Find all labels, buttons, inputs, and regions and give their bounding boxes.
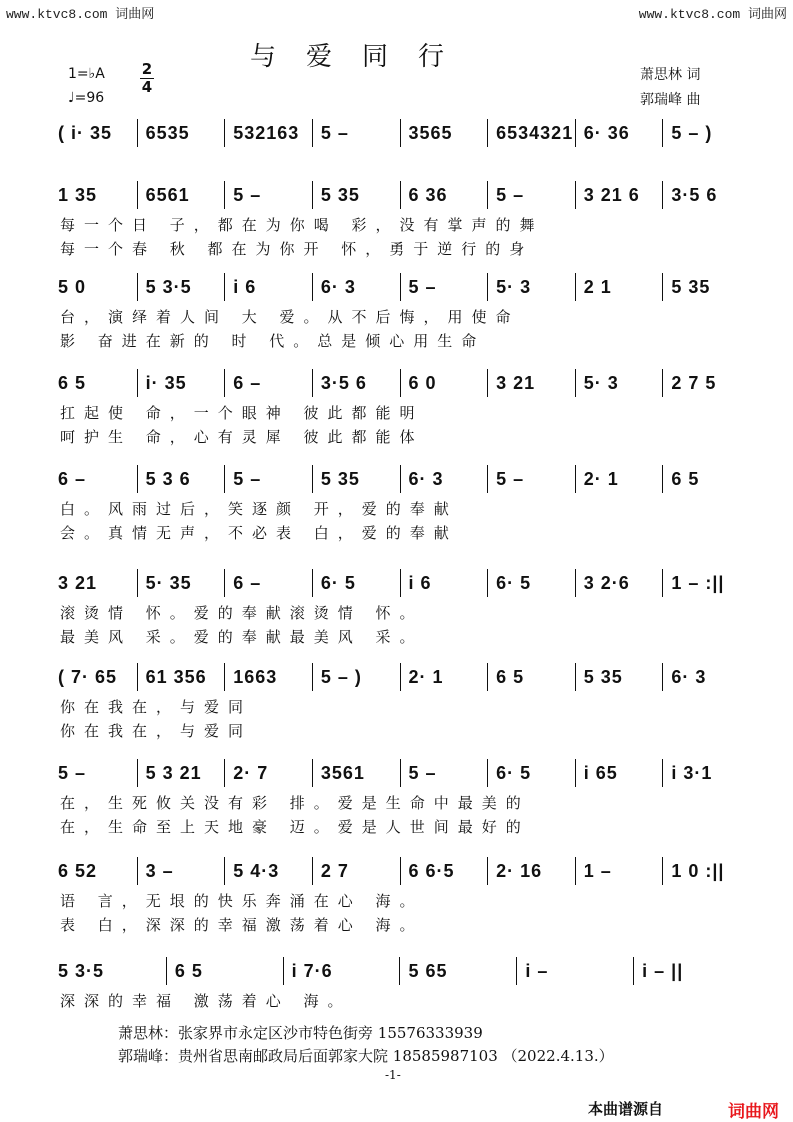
lyric-verse-1: 每一个日 子，都在为你喝 彩，没有掌声的舞 bbox=[60, 216, 544, 234]
lyric-verse-2: 影 奋进在新的 时 代。总是倾心用生命 bbox=[60, 332, 486, 350]
measure: 5 35 bbox=[662, 273, 750, 301]
notation-line bbox=[50, 758, 750, 788]
measure: i 6 bbox=[224, 273, 312, 301]
measure: 6 – bbox=[224, 569, 312, 597]
lyricist-credit: 萧思林 词 bbox=[640, 67, 701, 83]
measure: 2 7 bbox=[312, 857, 400, 885]
lyric-verse-2: 每一个春 秋 都在为你开 怀，勇于逆行的身 bbox=[60, 240, 534, 258]
measure: 2 1 bbox=[575, 273, 663, 301]
score-system bbox=[50, 118, 750, 148]
measure: 6· 3 bbox=[400, 465, 488, 493]
measure: 5· 3 bbox=[575, 369, 663, 397]
measure: 2· 1 bbox=[400, 663, 488, 691]
measure: 1663 bbox=[224, 663, 312, 691]
measure: 6· 36 bbox=[575, 119, 663, 147]
score-system bbox=[50, 180, 750, 210]
measure: i – bbox=[516, 957, 633, 985]
measure: 6 36 bbox=[400, 181, 488, 209]
notation-line bbox=[50, 118, 750, 148]
page-number: -1- bbox=[385, 1068, 401, 1082]
measure: 6535 bbox=[137, 119, 225, 147]
composer-credit: 郭瑞峰 曲 bbox=[640, 92, 701, 108]
score-system bbox=[50, 568, 750, 598]
measure: 2· 1 bbox=[575, 465, 663, 493]
notation-line bbox=[50, 956, 750, 986]
lyric-verse-1: 扛起使 命，一个眼神 彼此都能明 bbox=[60, 404, 424, 422]
measure: 3 21 bbox=[487, 369, 575, 397]
measure: 6561 bbox=[137, 181, 225, 209]
measure: 6 – bbox=[224, 369, 312, 397]
measure: 3·5 6 bbox=[662, 181, 750, 209]
measure: 6· 5 bbox=[312, 569, 400, 597]
measure: 6 0 bbox=[400, 369, 488, 397]
notation-line bbox=[50, 856, 750, 886]
score-system bbox=[50, 662, 750, 692]
measure: 1 35 bbox=[58, 185, 98, 205]
notation-line bbox=[50, 568, 750, 598]
ktvc8-logo[interactable]: 词曲网 bbox=[728, 1102, 779, 1122]
measure: 6 5 bbox=[487, 663, 575, 691]
measure: 6 52 bbox=[58, 861, 98, 881]
notation-line bbox=[50, 464, 750, 494]
measure: i 7·6 bbox=[283, 957, 400, 985]
measure: 1 – bbox=[575, 857, 663, 885]
measure: 6534321 bbox=[487, 119, 575, 147]
lyric-verse-2: 最美风 采。爱的奉献最美风 采。 bbox=[60, 628, 424, 646]
measure: 5 – bbox=[487, 181, 575, 209]
measure: i – || bbox=[633, 957, 750, 985]
footer-lyricist-address: 萧思林：张家界市永定区沙市特色街旁 15576333939 bbox=[118, 1024, 483, 1042]
score-system bbox=[50, 856, 750, 886]
score-system bbox=[50, 272, 750, 302]
measure: 5 – bbox=[58, 763, 87, 783]
lyric-verse-2: 呵护生 命，心有灵犀 彼此都能体 bbox=[60, 428, 424, 446]
measure: 1 0 :|| bbox=[662, 857, 750, 885]
measure: 5 – bbox=[400, 759, 488, 787]
key-signature: 1=♭A bbox=[68, 66, 105, 82]
measure: 5 0 bbox=[58, 277, 87, 297]
measure: ( 7· 65 bbox=[58, 667, 118, 687]
notation-line bbox=[50, 662, 750, 692]
score-system bbox=[50, 464, 750, 494]
watermark-left: www.ktvc8.com 词曲网 bbox=[6, 7, 155, 22]
measure: 5 3·5 bbox=[137, 273, 225, 301]
measure: 5· 3 bbox=[487, 273, 575, 301]
lyric-verse-2: 表 白，深深的幸福激荡着心 海。 bbox=[60, 916, 424, 934]
measure: 532163 bbox=[224, 119, 312, 147]
measure: 5 – bbox=[400, 273, 488, 301]
measure: 6 5 bbox=[662, 465, 750, 493]
notation-line bbox=[50, 368, 750, 398]
measure: 2 7 5 bbox=[662, 369, 750, 397]
measure: 6· 3 bbox=[312, 273, 400, 301]
notation-line bbox=[50, 272, 750, 302]
measure: 3561 bbox=[312, 759, 400, 787]
measure: 3 2·6 bbox=[575, 569, 663, 597]
measure: 5 – ) bbox=[662, 119, 750, 147]
measure: i 6 bbox=[400, 569, 488, 597]
measure: 6 6·5 bbox=[400, 857, 488, 885]
measure: 5 – bbox=[487, 465, 575, 493]
measure: i· 35 bbox=[137, 369, 225, 397]
measure: ( i· 35 bbox=[58, 123, 113, 143]
measure: 5 35 bbox=[312, 181, 400, 209]
time-signature-top: 2 bbox=[141, 60, 153, 78]
measure: 5 – bbox=[224, 465, 312, 493]
notation-line bbox=[50, 180, 750, 210]
lyric-verse-2: 在，生命至上天地豪 迈。爱是人世间最好的 bbox=[60, 818, 530, 836]
lyric-verse-1: 你在我在，与爱同 bbox=[60, 698, 253, 716]
measure: 3 21 bbox=[58, 573, 98, 593]
lyric-verse-2: 你在我在，与爱同 bbox=[60, 722, 253, 740]
measure: i 3·1 bbox=[662, 759, 750, 787]
score-system bbox=[50, 758, 750, 788]
time-signature-bottom: 4 bbox=[141, 78, 153, 96]
source-label: 本曲谱源自 bbox=[588, 1100, 664, 1118]
lyric-verse-1: 深深的幸福 激荡着心 海。 bbox=[60, 992, 352, 1010]
measure: 6 5 bbox=[166, 957, 283, 985]
measure: 5 – bbox=[224, 181, 312, 209]
measure: 2· 7 bbox=[224, 759, 312, 787]
measure: 3565 bbox=[400, 119, 488, 147]
measure: 3 – bbox=[137, 857, 225, 885]
score-system bbox=[50, 956, 750, 986]
lyric-verse-1: 台，演绎着人间 大 爱。从不后悔，用使命 bbox=[60, 308, 520, 326]
measure: 3 21 6 bbox=[575, 181, 663, 209]
lyric-verse-1: 白。风雨过后，笑逐颜 开，爱的奉献 bbox=[60, 500, 458, 518]
measure: 3·5 6 bbox=[312, 369, 400, 397]
measure: 61 356 bbox=[137, 663, 225, 691]
measure: 6· 3 bbox=[662, 663, 750, 691]
measure: 2· 16 bbox=[487, 857, 575, 885]
lyric-verse-2: 会。真情无声，不必表 白，爱的奉献 bbox=[60, 524, 458, 542]
score-system bbox=[50, 368, 750, 398]
measure: 6 5 bbox=[58, 373, 87, 393]
measure: i 65 bbox=[575, 759, 663, 787]
lyric-verse-1: 滚烫情 怀。爱的奉献滚烫情 怀。 bbox=[60, 604, 424, 622]
measure: 5 35 bbox=[312, 465, 400, 493]
measure: 5 3 6 bbox=[137, 465, 225, 493]
measure: 6 – bbox=[58, 469, 87, 489]
watermark-right: www.ktvc8.com 词曲网 bbox=[638, 7, 787, 22]
measure: 5 – ) bbox=[312, 663, 400, 691]
measure: 1 – :|| bbox=[662, 569, 750, 597]
measure: 5 3 21 bbox=[137, 759, 225, 787]
measure: 5 35 bbox=[575, 663, 663, 691]
measure: 5 – bbox=[312, 119, 400, 147]
measure: 6· 5 bbox=[487, 569, 575, 597]
time-signature bbox=[140, 62, 154, 95]
lyric-verse-1: 在，生死攸关没有彩 排。爱是生命中最美的 bbox=[60, 794, 530, 812]
measure: 5 65 bbox=[399, 957, 516, 985]
song-title: 与爱同行 bbox=[250, 42, 475, 72]
measure: 5 4·3 bbox=[224, 857, 312, 885]
lyric-verse-1: 语 言，无垠的快乐奔涌在心 海。 bbox=[60, 892, 424, 910]
footer-composer-address: 郭瑞峰：贵州省思南邮政局后面郭家大院 18585987103 （2022.4.13.） bbox=[118, 1047, 614, 1065]
measure: 5 3·5 bbox=[58, 961, 105, 981]
tempo-marking: ♩=96 bbox=[68, 90, 105, 106]
measure: 5· 35 bbox=[137, 569, 225, 597]
measure: 6· 5 bbox=[487, 759, 575, 787]
